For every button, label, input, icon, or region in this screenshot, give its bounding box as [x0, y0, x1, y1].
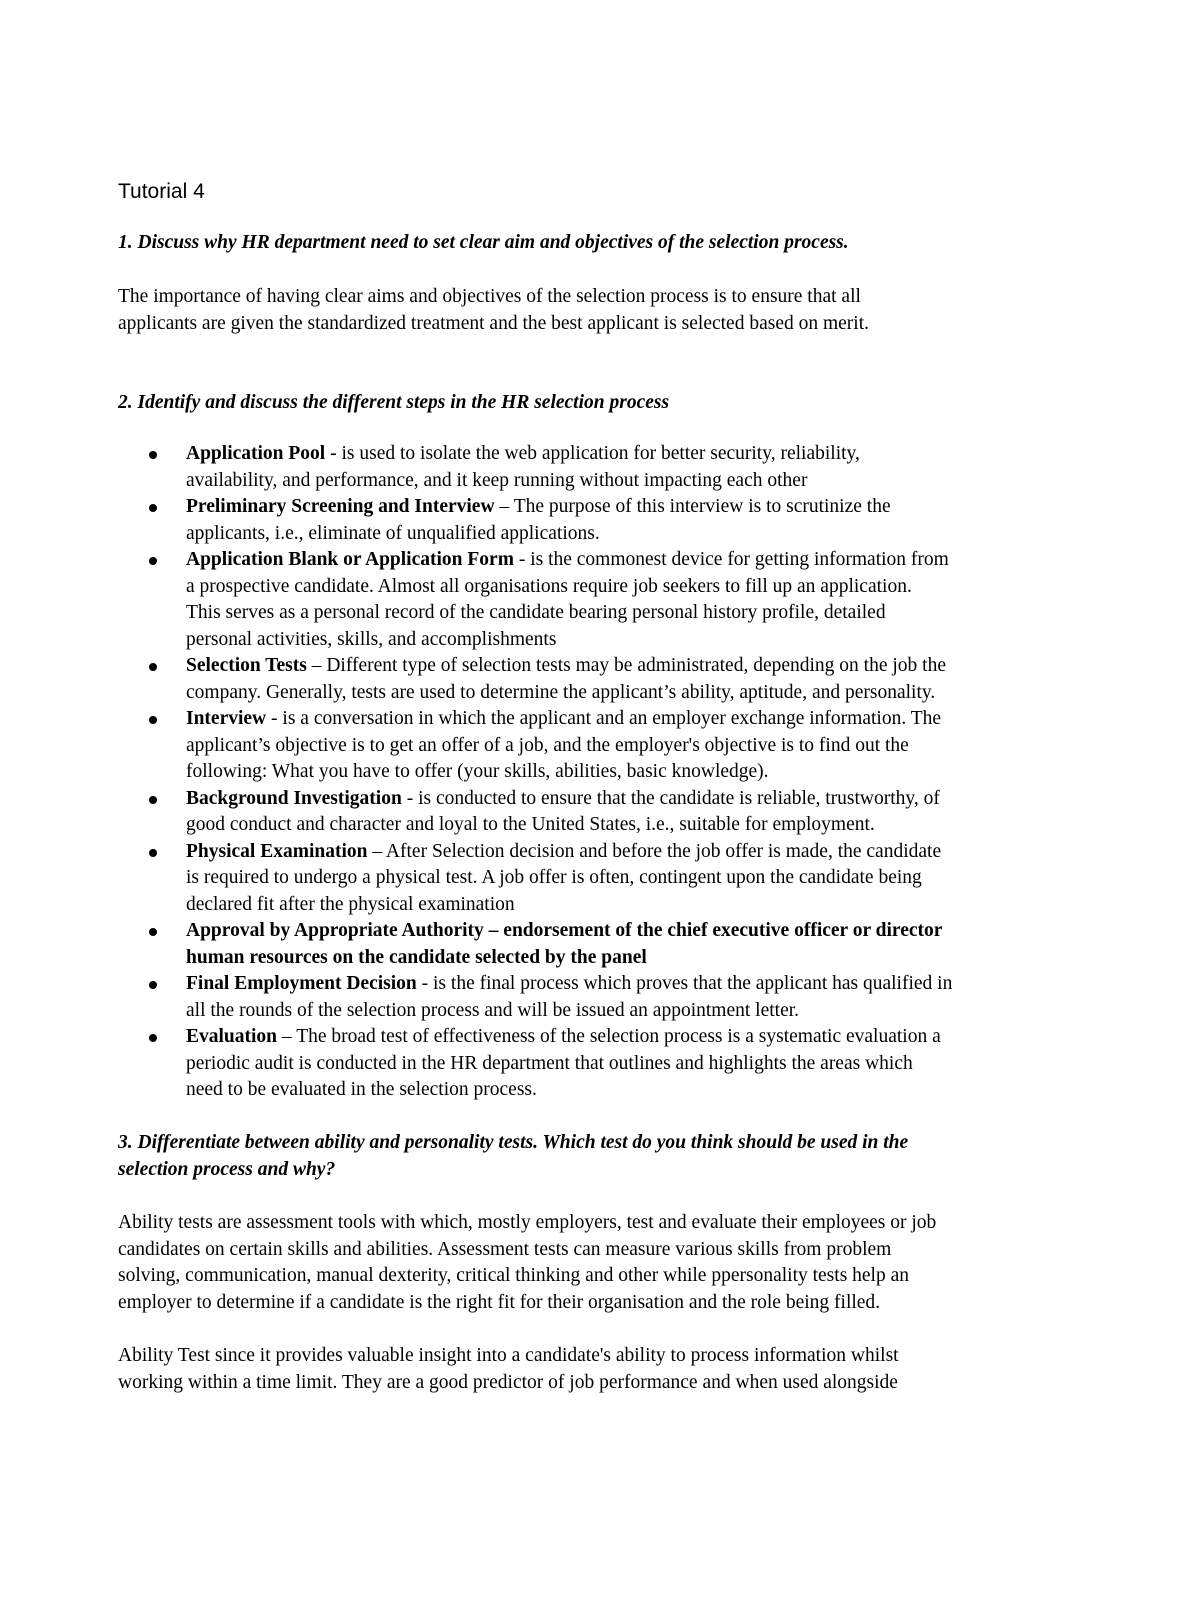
step-line: availability, and performance, and it keep running without impacting each other [186, 469, 808, 491]
step-term: Selection Tests [186, 655, 307, 676]
answer-3-paragraph-1 [118, 1210, 1108, 1316]
bullet-icon [149, 504, 157, 512]
step-line: applicants, i.e., eliminate of unqualified applications. [186, 522, 600, 544]
step-line [186, 918, 1108, 945]
step-line: all the rounds of the selection process and will be issued an appointment letter. [186, 999, 800, 1021]
step-line: This serves as a personal record of the candidate bearing personal history profile, detailed [186, 602, 886, 623]
step-text: The purpose of this interview is to scrutinize the [513, 496, 891, 517]
list-item [118, 547, 1108, 653]
answer-3-line: solving, communication, manual dexterity, critical thinking and other while ppersonality tests help an [118, 1265, 910, 1286]
step-text: Different type of selection tests may be administrated, depending on the job the [326, 655, 946, 676]
step-line: company. Generally, tests are used to determine the applicant’s ability, aptitude, and personality. [186, 681, 936, 703]
step-term: Application Pool [186, 443, 326, 464]
step-term: Application Blank or Application Form [186, 549, 514, 570]
step-text: is conducted to ensure that the candidate is reliable, trustworthy, of [418, 787, 940, 809]
step-line [186, 839, 1108, 866]
step-line: human resources on the candidate selected by the panel [186, 946, 647, 968]
step-separator: – [277, 1026, 297, 1047]
step-line: is required to undergo a physical test. A job offer is often, contingent upon the candidate being [186, 867, 922, 888]
step-separator: – [494, 496, 514, 517]
step-line [186, 494, 1108, 521]
step-term: Evaluation [186, 1026, 278, 1047]
list-item [118, 971, 1108, 1024]
step-line [186, 971, 1108, 998]
step-term: Interview [186, 708, 267, 729]
bullet-icon [149, 796, 157, 804]
document-title: Tutorial 4 [118, 180, 205, 203]
answer-3-line: Ability Test since it provides valuable insight into a candidate's ability to process information whilst [118, 1345, 899, 1366]
step-term: Background Investigation [186, 787, 402, 809]
list-item [118, 918, 1108, 971]
step-separator: – [306, 655, 327, 676]
step-line [186, 653, 1108, 680]
bullet-icon [149, 557, 157, 565]
step-line [186, 786, 1108, 813]
answer-1 [118, 284, 1108, 337]
step-line: good conduct and character and loyal to the United States, i.e., suitable for employment. [186, 814, 875, 835]
step-separator: - [513, 549, 531, 570]
question-1: 1. Discuss why HR department need to set clear aim and objectives of the selection process. [118, 232, 849, 253]
step-text: is the commonest device for getting information from [530, 549, 949, 570]
answer-3-line: employer to determine if a candidate is the right fit for their organisation and the role being filled. [118, 1291, 881, 1313]
step-line [186, 706, 1108, 733]
step-line: periodic audit is conducted in the HR department that outlines and highlights the areas which [186, 1052, 913, 1074]
bullet-icon [149, 849, 157, 857]
step-separator: - [325, 443, 342, 464]
step-line: need to be evaluated in the selection process. [186, 1079, 537, 1100]
step-text: is used to isolate the web application for better security, reliability, [341, 443, 860, 464]
step-separator: - [416, 973, 434, 994]
answer-3-paragraph-2 [118, 1343, 1108, 1396]
step-line: a prospective candidate. Almost all organisations require job seekers to fill up an application. [186, 575, 912, 597]
step-line [186, 1024, 1108, 1051]
step-line: declared fit after the physical examination [186, 893, 515, 915]
answer-3-line: Ability tests are assessment tools with which, mostly employers, test and evaluate their employees or job [118, 1212, 937, 1233]
step-line [186, 547, 1108, 574]
bullet-icon [149, 716, 157, 724]
answer-3-line: working within a time limit. They are a good predictor of job performance and when used alongside [118, 1371, 898, 1393]
step-separator: – [483, 920, 504, 941]
list-item [118, 1024, 1108, 1104]
question-3-line: selection process and why? [118, 1158, 336, 1180]
list-item [118, 706, 1108, 786]
bullet-icon [149, 451, 157, 459]
answer-3-line: candidates on certain skills and abilities. Assessment tests can measure various skills from problem [118, 1238, 892, 1260]
list-item [118, 786, 1108, 839]
question-2: 2. Identify and discuss the different steps in the HR selection process [118, 392, 670, 413]
step-term: Physical Examination [186, 840, 368, 862]
answer-1-line: applicants are given the standardized treatment and the best applicant is selected based on merit. [118, 312, 870, 334]
bullet-icon [149, 928, 157, 936]
answer-1-line: The importance of having clear aims and objectives of the selection process is to ensure that all [118, 286, 861, 307]
step-separator: – [367, 840, 386, 862]
step-line: following: What you have to offer (your skills, abilities, basic knowledge). [186, 761, 769, 782]
bullet-icon [149, 663, 157, 671]
list-item [118, 839, 1108, 919]
bullet-icon [149, 981, 157, 989]
step-text: The broad test of effectiveness of the selection process is a systematic evaluation a [296, 1026, 941, 1047]
step-text: endorsement of the chief executive officer or director [503, 920, 943, 941]
question-3-line: 3. Differentiate between ability and personality tests. Which test do you think should be used in the [118, 1132, 909, 1153]
step-text: is a conversation in which the applicant and an employer exchange information. The [282, 708, 942, 729]
step-term: Approval by Appropriate Authority [186, 920, 484, 941]
list-item [118, 441, 1108, 494]
selection-steps-list [118, 441, 1108, 1104]
step-term: Final Employment Decision [186, 973, 417, 994]
step-separator: - [266, 708, 283, 729]
step-term: Preliminary Screening and Interview [186, 496, 495, 517]
step-text: After Selection decision and before the job offer is made, the candidate [385, 840, 942, 862]
step-separator: - [401, 787, 419, 809]
list-item [118, 494, 1108, 547]
step-text: is the final process which proves that the applicant has qualified in [433, 973, 953, 994]
bullet-icon [149, 1034, 157, 1042]
step-line: applicant’s objective is to get an offer of a job, and the employer's objective is to find out the [186, 734, 909, 756]
question-3 [118, 1130, 1098, 1183]
step-line: personal activities, skills, and accomplishments [186, 628, 557, 650]
list-item [118, 653, 1108, 706]
step-line [186, 441, 1108, 468]
